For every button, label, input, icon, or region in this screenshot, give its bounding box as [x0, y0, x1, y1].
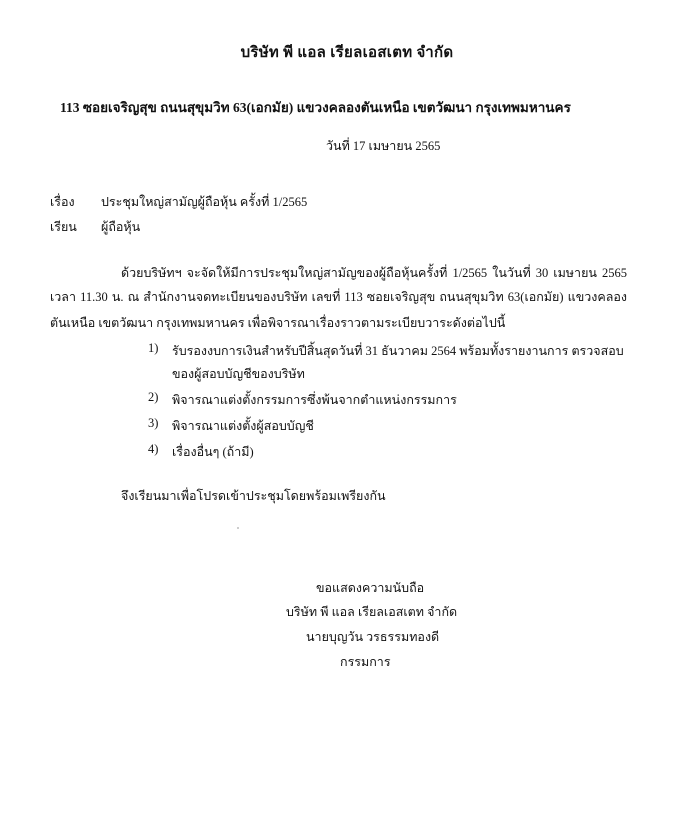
agenda-item-text: รับรองงบการเงินสำหรับปีสิ้นสุดวันที่ 31 ธันวาคม 2564 พร้อมทั้งรายงานการ ตรวจสอบ — [172, 344, 624, 358]
recipient-value: ผู้ถือหุ้น — [101, 220, 141, 234]
agenda-item-number: 1) — [148, 341, 159, 355]
agenda-item-number: 3) — [148, 416, 159, 430]
signatory-name: นายบุญวัน วรธรรมทองดี — [306, 630, 440, 644]
body-paragraph-line: ตันเหนือ เขตวัฒนา กรุงเทพมหานคร เพื่อพิจารณาเรื่องราวตามระเบียบวาระดังต่อไปนี้ — [50, 316, 506, 330]
agenda-item-text: พิจารณาแต่งตั้งกรรมการซึ่งพ้นจากตำแหน่งกรรมการ — [172, 393, 457, 407]
company-address: 113 ซอยเจริญสุข ถนนสุขุมวิท 63(เอกมัย) แขวงคลองตันเหนือ เขตวัฒนา กรุงเทพมหานคร — [60, 100, 571, 115]
agenda-item-number: 2) — [148, 390, 159, 404]
subject-value: ประชุมใหญ่สามัญผู้ถือหุ้น ครั้งที่ 1/2565 — [101, 195, 308, 209]
subject-label: เรื่อง — [50, 195, 75, 209]
signature-company: บริษัท พี แอล เรียลเอสเตท จำกัด — [286, 605, 458, 619]
body-paragraph-line: ด้วยบริษัทฯ จะจัดให้มีการประชุมใหญ่สามัญของผู้ถือหุ้นครั้งที่ 1/2565 ในวันที่ 30 เมษายน 2565 — [121, 266, 627, 280]
agenda-item-text: พิจารณาแต่งตั้งผู้สอบบัญชี — [172, 419, 314, 433]
signature-regards: ขอแสดงความนับถือ — [316, 581, 425, 595]
agenda-item-number: 4) — [148, 442, 159, 456]
letter-date: วันที่ 17 เมษายน 2565 — [326, 139, 441, 153]
closing-line: จึงเรียนมาเพื่อโปรดเข้าประชุมโดยพร้อมเพรียงกัน — [121, 489, 386, 503]
body-paragraph-line: เวลา 11.30 น. ณ สำนักงานจดทะเบียนของบริษัท เลขที่ 113 ซอยเจริญสุข ถนนสุขุมวิท 63(เอกมัย) แขวงคลอง — [50, 290, 627, 304]
stray-dot-mark — [237, 527, 239, 529]
signatory-title: กรรมการ — [340, 655, 391, 669]
agenda-item-text: เรื่องอื่นๆ (ถ้ามี) — [172, 445, 254, 459]
agenda-item-text: ของผู้สอบบัญชีของบริษัท — [172, 367, 305, 381]
company-name: บริษัท พี แอล เรียลเอสเตท จำกัด — [240, 45, 454, 61]
recipient-label: เรียน — [50, 220, 77, 234]
